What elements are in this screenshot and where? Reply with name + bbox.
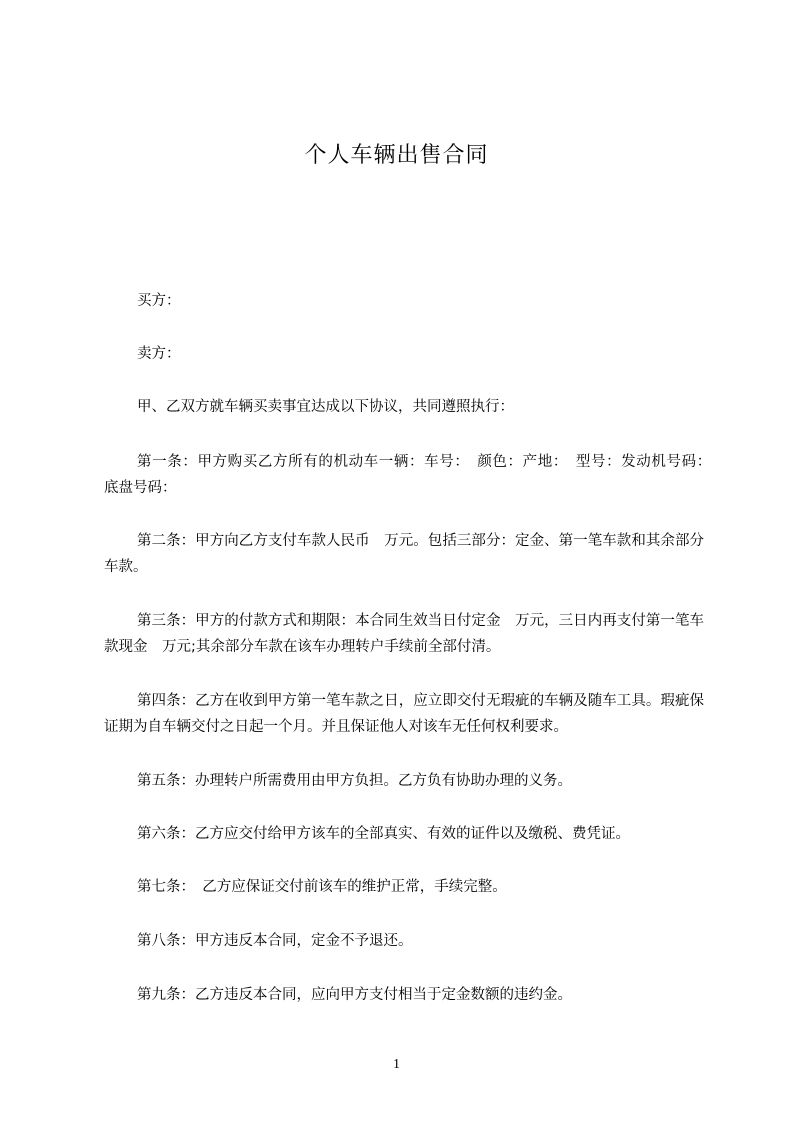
clause-5: 第五条：办理转户所需费用由甲方负担。乙方负有协助办理的义务。 <box>137 773 572 789</box>
clause-6: 第六条：乙方应交付给甲方该车的全部真实、有效的证件以及缴税、费凭证。 <box>137 826 630 842</box>
seller-label: 卖方： <box>137 346 181 362</box>
clause-1: 第一条：甲方购买乙方所有的机动车一辆：车号： 颜色：产地： 型号：发动机号码： 底盘号码： <box>104 454 719 496</box>
clause-7: 第七条： 乙方应保证交付前该车的维护正常，手续完整。 <box>137 879 507 895</box>
clause-8: 第八条：甲方违反本合同，定金不予退还。 <box>137 933 413 949</box>
page-number: 1 <box>393 1057 400 1072</box>
clause-4: 第四条：乙方在收到甲方第一笔车款之日，应立即交付无瑕疵的车辆及随车工具。瑕疵保证期为自车辆交付之日起一个月。并且保证他人对该车无任何权利要求。 <box>104 693 704 735</box>
clause-3: 第三条：甲方的付款方式和期限：本合同生效当日付定金 万元，三日内再支付第一笔车款现金 万元;其余部分车款在该车办理转户手续前全部付清。 <box>104 613 704 655</box>
intro-paragraph: 甲、乙双方就车辆买卖事宜达成以下协议，共同遵照执行： <box>137 399 514 415</box>
clause-9: 第九条：乙方违反本合同，应向甲方支付相当于定金数额的违约金。 <box>137 987 572 1003</box>
buyer-label: 买方： <box>137 293 181 309</box>
page-title: 个人车辆出售合同 <box>304 143 489 168</box>
clause-2: 第二条：甲方向乙方支付车款人民币 万元。包括三部分：定金、第一笔车款和其余部分车款。 <box>104 533 704 575</box>
